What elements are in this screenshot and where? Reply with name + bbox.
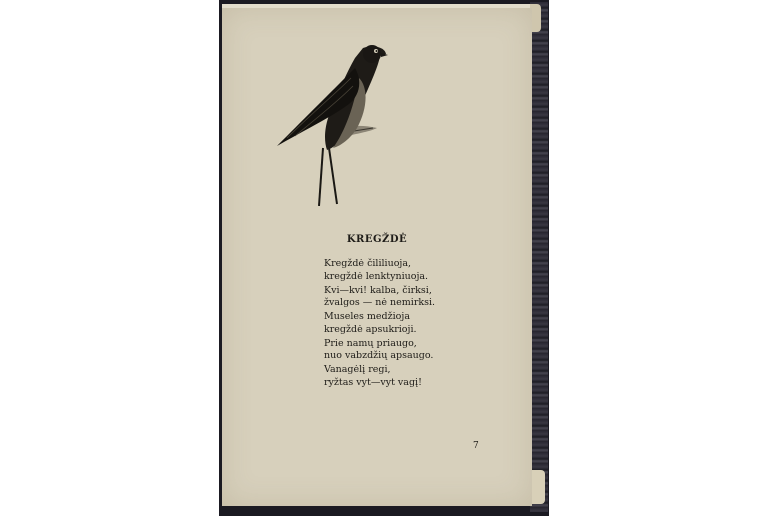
poem-line: nuo vabzdžių apsaugo.	[324, 350, 434, 361]
stanza	[324, 364, 504, 389]
book-cover-edge	[530, 2, 548, 512]
stanza	[324, 285, 504, 310]
poem-line: Museles medžioja	[324, 311, 410, 322]
poem-line: Kvi—kvi! kalba, čirksi,	[324, 284, 432, 296]
book-page	[222, 8, 532, 506]
poem-line: kregždė lenktyniuoja.	[324, 270, 429, 282]
poem-line: Vanagėlį regi,	[324, 364, 391, 375]
page-number: 7	[473, 441, 479, 451]
stanza	[324, 311, 504, 336]
swallow-bird-illustration	[277, 38, 392, 206]
stanza	[324, 338, 504, 363]
poem-title: KREGŽDĖ	[346, 234, 408, 245]
poem-line: Kregždė čililiuoja,	[324, 258, 412, 269]
poem-line: Prie namų priaugo,	[324, 337, 417, 349]
poem-text	[324, 258, 504, 391]
poem-line: kregždė apsukrioji.	[324, 323, 417, 335]
poem-line: žvalgos — nė nemirksi.	[324, 297, 436, 308]
poem-line: ryžtas vyt—vyt vagį!	[324, 376, 422, 388]
stanza	[324, 258, 504, 283]
